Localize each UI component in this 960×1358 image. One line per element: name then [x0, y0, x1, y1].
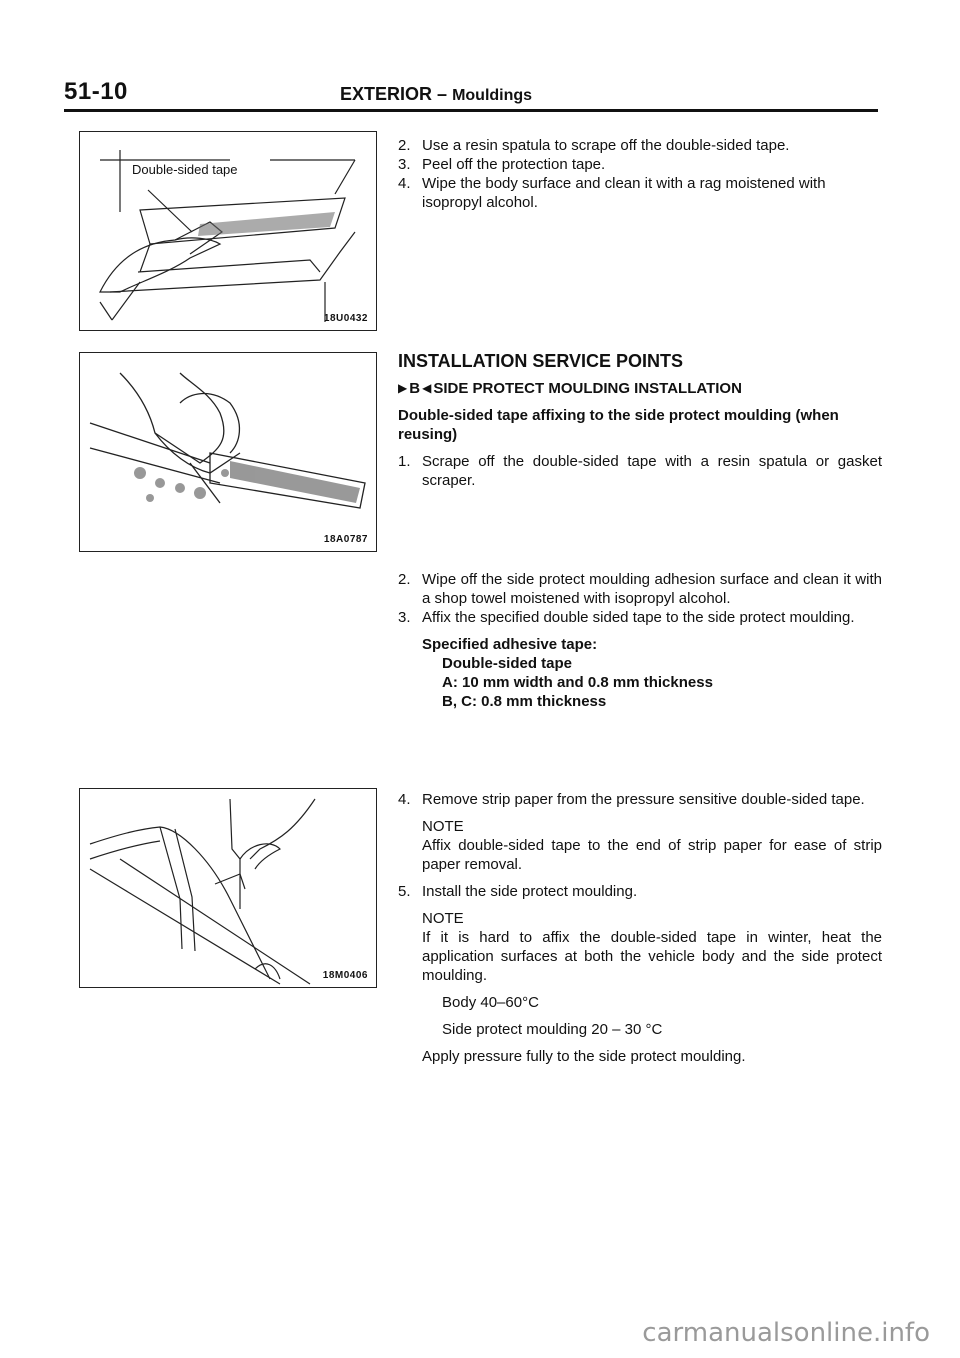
- spec-title: Specified adhesive tape:: [422, 636, 598, 653]
- removal-step: [398, 174, 882, 212]
- note-label: NOTE: [422, 818, 464, 835]
- note-text: If it is hard to affix the double-sided tape in winter, heat the application surfaces at both the vehicle body and the side protect moulding.: [422, 929, 882, 984]
- subheading-text: SIDE PROTECT MOULDING INSTALLATION: [433, 380, 742, 397]
- step-number: 3.: [398, 156, 411, 173]
- spec-line: A: 10 mm width and 0.8 mm thickness: [442, 674, 713, 691]
- spec-line: Double-sided tape: [442, 655, 573, 672]
- install-step: [398, 790, 882, 809]
- step-text: Use a resin spatula to scrape off the double-sided tape.: [422, 137, 790, 154]
- note-text: Affix double-sided tape to the end of strip paper for ease of strip paper removal.: [422, 837, 882, 873]
- note-label: NOTE: [422, 910, 464, 927]
- figure-strip-paper: [79, 788, 377, 988]
- step-text: Wipe the body surface and clean it with a rag moistened with isopropyl alcohol.: [422, 175, 826, 211]
- step-number: 3.: [398, 609, 411, 626]
- step-text: Wipe off the side protect moulding adhesion surface and clean it with a shop towel moistened with isopropyl alcohol.: [422, 571, 882, 607]
- installation-continued: [398, 570, 882, 711]
- step-number: 5.: [398, 883, 411, 900]
- step-text: Scrape off the double-sided tape with a resin spatula or gasket scraper.: [422, 453, 882, 489]
- figure-tape-scraping: [79, 131, 377, 331]
- figure-moulding-tape-removal: [79, 352, 377, 552]
- temperature-body: Body 40–60°C: [442, 994, 539, 1011]
- header-rule: [64, 109, 878, 112]
- removal-step: [398, 136, 882, 155]
- temperature-moulding: Side protect moulding 20 – 30 °C: [442, 1021, 663, 1038]
- step-number: 2.: [398, 137, 411, 154]
- spec-line: B, C: 0.8 mm thickness: [442, 693, 607, 710]
- install-step: [398, 882, 882, 901]
- step-text: Remove strip paper from the pressure sensitive double-sided tape.: [422, 791, 865, 808]
- watermark: carmanualsonline.info: [642, 1318, 930, 1348]
- installation-subheading: [398, 379, 882, 398]
- final-instruction: Apply pressure fully to the side protect moulding.: [422, 1048, 746, 1065]
- step-text: Affix the specified double sided tape to the side protect moulding.: [422, 609, 855, 626]
- figure-code: 18M0406: [322, 970, 368, 981]
- removal-steps: [398, 136, 882, 212]
- double-sided-tape-label: Double-sided tape: [132, 162, 238, 177]
- title-dash: –: [437, 84, 448, 104]
- installation-heading: INSTALLATION SERVICE POINTS: [398, 351, 684, 371]
- figure-code: 18A0787: [323, 534, 368, 545]
- section-name: EXTERIOR: [340, 84, 433, 104]
- section-title: [340, 84, 532, 105]
- removal-step: [398, 155, 882, 174]
- illustration-strip-paper: [80, 789, 376, 987]
- step-number: 4.: [398, 791, 411, 808]
- illustration-moulding-scraping: [80, 353, 376, 551]
- install-step: [398, 452, 882, 490]
- step-number: 2.: [398, 571, 411, 588]
- installation-final-steps: [398, 790, 882, 1066]
- page-header: [64, 78, 878, 118]
- install-step: [398, 570, 882, 608]
- subsection-name: Mouldings: [452, 87, 533, 104]
- step-text: Peel off the protection tape.: [422, 156, 606, 173]
- step-number: 1.: [398, 453, 411, 470]
- reference-badge: B: [409, 380, 421, 397]
- figure-code: 18U0432: [323, 313, 368, 324]
- arrow-right-icon: ▶: [398, 381, 408, 395]
- page-number: 51-10: [64, 78, 128, 105]
- step-text: Install the side protect moulding.: [422, 883, 638, 900]
- install-step: [398, 608, 882, 627]
- tape-affix-intro: Double-sided tape affixing to the side protect moulding (when reusing): [398, 407, 839, 443]
- arrow-left-icon: ◀: [422, 381, 432, 395]
- step-number: 4.: [398, 175, 411, 192]
- installation-section: [398, 352, 882, 490]
